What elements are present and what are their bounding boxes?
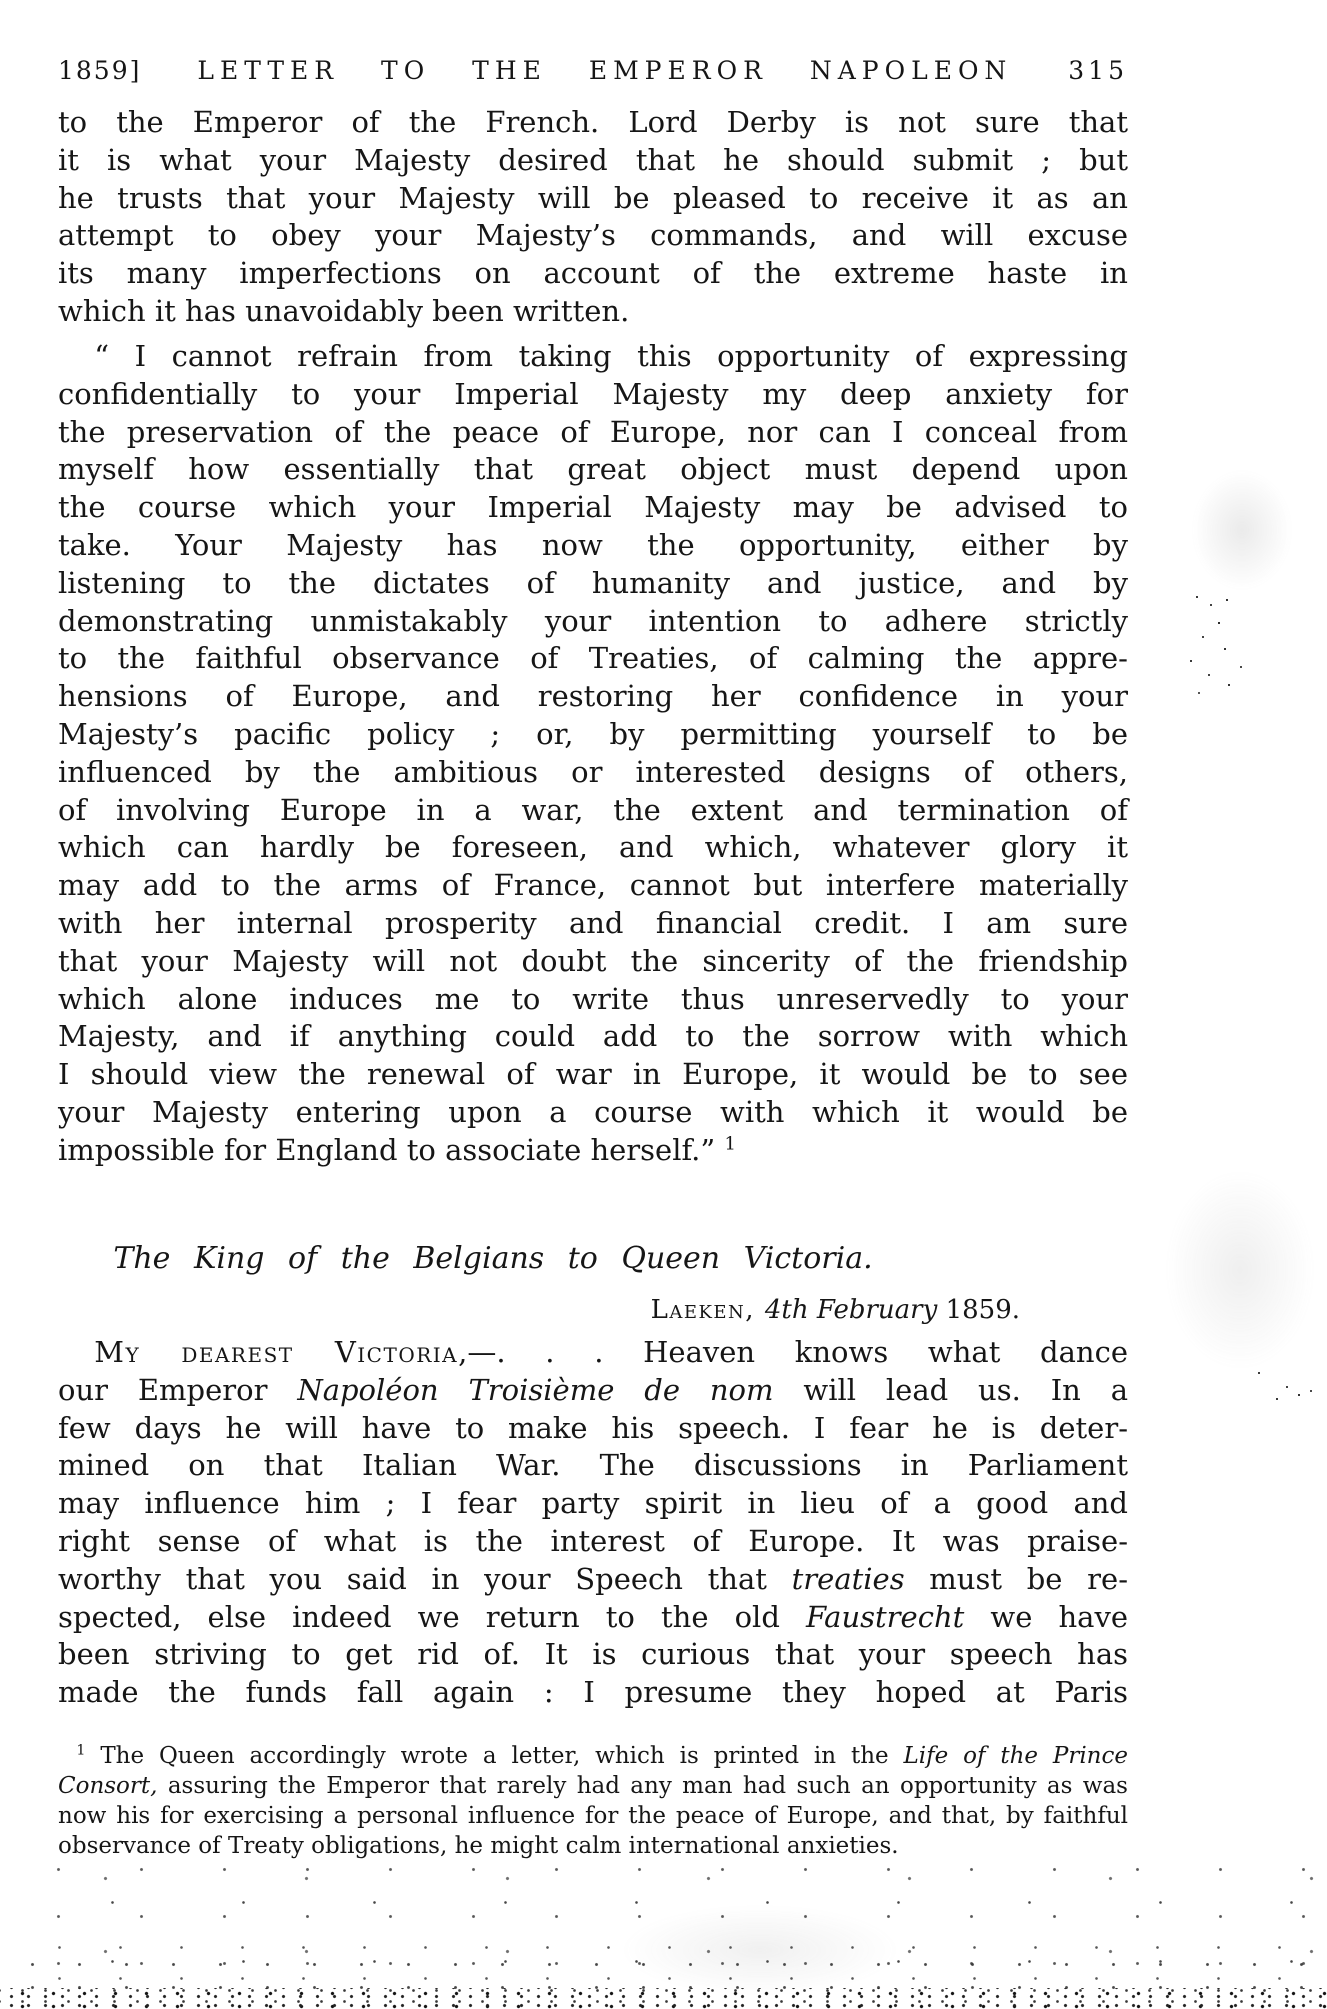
text-segment: I should view the renewal of war in Europe, it would be to see: [58, 1057, 1128, 1092]
text-segment: its many imperfections on account of the extreme haste in: [58, 256, 1128, 291]
continued-paragraph: [58, 104, 1128, 331]
scan-noise-band-dense: [0, 1988, 1327, 2009]
text-line: [58, 792, 1128, 830]
text-line: [58, 1485, 1128, 1523]
text-line: [58, 1771, 1128, 1801]
text-segment: assuring the Emperor that rarely had any man had such an opportunity as was: [157, 1773, 1128, 1799]
scan-smudge: [1165, 1170, 1315, 1370]
text-segment: Life of the Prince: [903, 1743, 1128, 1769]
text-line: [58, 1561, 1128, 1599]
text-segment: Laeken,: [650, 1295, 765, 1325]
running-header: [58, 56, 1128, 86]
text-line: [58, 1094, 1128, 1132]
text-line: [58, 565, 1128, 603]
text-segment: he trusts that your Majesty will be pleased to receive it as an: [58, 180, 1128, 215]
text-segment: 1: [76, 1742, 86, 1759]
text-line: [58, 1241, 928, 1276]
text-segment: now his for exercising a personal influence for the peace of Europe, and that, by faithful: [58, 1803, 1128, 1829]
text-segment: with her internal prosperity and financial credit. I am sure: [58, 905, 1128, 940]
text-line: [58, 943, 1128, 981]
text-segment: will lead us. In a: [773, 1372, 1129, 1407]
header-title: LETTER TO THE EMPEROR NAPOLEON: [197, 56, 1013, 85]
text-segment: our Emperor: [58, 1372, 298, 1407]
text-segment: take. Your Majesty has now the opportunity, either by: [58, 527, 1128, 562]
text-line: [58, 1801, 1128, 1831]
text-line: [58, 293, 1128, 331]
text-line: [58, 255, 1128, 293]
text-line: [58, 338, 1128, 376]
text-segment: “ I cannot refrain from taking this opportunity of expressing: [94, 339, 1128, 373]
scan-speckles-lower-right: [1258, 1372, 1260, 1374]
text-segment: 1: [724, 1133, 736, 1155]
quoted-letter-paragraph: [58, 338, 1128, 1170]
text-segment: worthy that you said in your Speech that: [58, 1561, 792, 1596]
header-page-number: 315: [1068, 56, 1128, 85]
text-segment: may add to the arms of France, cannot but interfere materially: [58, 868, 1128, 903]
text-segment: 1859.: [945, 1295, 1020, 1325]
text-segment: 4th February: [764, 1295, 946, 1325]
text-segment: ,—. . . Heaven knows what dance: [458, 1335, 1128, 1369]
text-line: [58, 180, 1128, 218]
text-segment: observance of Treaty obligations, he might calm international anxieties.: [58, 1833, 899, 1859]
text-line: [58, 1447, 1128, 1485]
text-line: [58, 217, 1128, 255]
text-segment: The King of the Belgians to Queen Victoria.: [113, 1241, 873, 1276]
text-segment: the preservation of the peace of Europe, nor can I conceal from: [58, 414, 1128, 449]
text-segment: mined on that Italian War. The discussions in Parliament: [58, 1448, 1128, 1483]
text-segment: made the funds fall again : I presume they hoped at Paris: [58, 1675, 1128, 1710]
text-segment: your Majesty entering upon a course with which it would be: [58, 1094, 1128, 1129]
text-line: [58, 1523, 1128, 1561]
text-segment: The Queen accordingly wrote a letter, which is printed in the: [85, 1743, 904, 1769]
text-segment: listening to the dictates of humanity and justice, and by: [58, 565, 1128, 600]
text-segment: demonstrating unmistakably your intention to adhere strictly: [58, 603, 1128, 638]
text-line: [58, 104, 1128, 142]
text-segment: impossible for England to associate herself.”: [58, 1132, 725, 1167]
text-line: [58, 640, 1128, 678]
text-segment: been striving to get rid of. It is curious that your speech has: [58, 1637, 1128, 1672]
text-segment: Majesty’s pacific policy ; or, by permitting yourself to be: [58, 716, 1128, 751]
text-line: [58, 1831, 1128, 1861]
text-line: [58, 1410, 1128, 1448]
scan-noise-band-sparse: [0, 1862, 1327, 1988]
footnote: [58, 1741, 1128, 1861]
text-line: [58, 981, 1128, 1019]
text-line: [58, 678, 1128, 716]
text-segment: of involving Europe in a war, the extent and termination of: [58, 792, 1128, 827]
text-segment: Napoléon Troisième de nom: [297, 1372, 774, 1407]
scan-noise-band-mid: [0, 1946, 1327, 1992]
text-line: [58, 527, 1128, 565]
text-line: [58, 1599, 1128, 1637]
text-line: [58, 451, 1128, 489]
text-line: [58, 1056, 1128, 1094]
header-year-bracket: 1859]: [58, 56, 142, 85]
text-line: [58, 1294, 1020, 1326]
text-line: [58, 1674, 1128, 1712]
text-line: [58, 1018, 1128, 1056]
text-segment: My dearest Victoria: [94, 1335, 459, 1369]
text-segment: which can hardly be foreseen, and which, whatever glory it: [58, 830, 1128, 865]
text-line: [58, 754, 1128, 792]
text-segment: which alone induces me to write thus unreservedly to your: [58, 981, 1128, 1016]
text-segment: may influence him ; I fear party spirit in lieu of a good and: [58, 1486, 1128, 1521]
text-line: [58, 1636, 1128, 1674]
text-segment: the course which your Imperial Majesty may be advised to: [58, 490, 1128, 525]
letter-salutation-paragraph: [58, 1334, 1128, 1712]
text-line: [58, 1741, 1128, 1771]
text-line: [58, 716, 1128, 754]
text-segment: which it has unavoidably been written.: [58, 293, 630, 328]
scan-smudge: [1192, 470, 1292, 590]
text-segment: attempt to obey your Majesty’s commands, and will excuse: [58, 218, 1128, 253]
text-segment: Majesty, and if anything could add to the sorrow with which: [58, 1019, 1128, 1054]
text-segment: treaties: [791, 1561, 905, 1596]
text-segment: right sense of what is the interest of Europe. It was praise-: [58, 1523, 1128, 1558]
scan-speckles-right-margin: [1196, 596, 1198, 598]
text-segment: influenced by the ambitious or interested designs of others,: [58, 754, 1128, 789]
text-line: [58, 603, 1128, 641]
text-segment: myself how essentially that great object must depend upon: [58, 452, 1128, 487]
text-line: [58, 489, 1128, 527]
text-segment: confidentially to your Imperial Majesty my deep anxiety for: [58, 376, 1128, 411]
text-line: [58, 1372, 1128, 1410]
text-segment: that your Majesty will not doubt the sincerity of the friendship: [58, 943, 1128, 978]
text-segment: must be re-: [904, 1561, 1128, 1596]
text-line: [58, 867, 1128, 905]
text-segment: it is what your Majesty desired that he should submit ; but: [58, 142, 1128, 177]
text-segment: to the Emperor of the French. Lord Derby is not sure that: [58, 105, 1128, 139]
text-segment: we have: [964, 1599, 1128, 1634]
text-line: [58, 142, 1128, 180]
text-line: [58, 905, 1128, 943]
text-line: [58, 1334, 1128, 1372]
scan-smudge: [620, 1905, 900, 1995]
text-segment: Consort,: [58, 1773, 158, 1799]
text-segment: spected, else indeed we return to the old: [58, 1599, 807, 1634]
text-line: [58, 829, 1128, 867]
text-segment: hensions of Europe, and restoring her confidence in your: [58, 679, 1128, 714]
text-segment: to the faithful observance of Treaties, of calming the appre-: [58, 641, 1128, 676]
text-segment: few days he will have to make his speech. I fear he is deter-: [58, 1410, 1128, 1445]
text-line: [58, 376, 1128, 414]
text-line: [58, 1132, 1128, 1170]
letter-dateline: [58, 1294, 1128, 1326]
letter-heading: [58, 1241, 1128, 1276]
text-segment: Faustrecht: [806, 1599, 965, 1634]
text-line: [58, 414, 1128, 452]
